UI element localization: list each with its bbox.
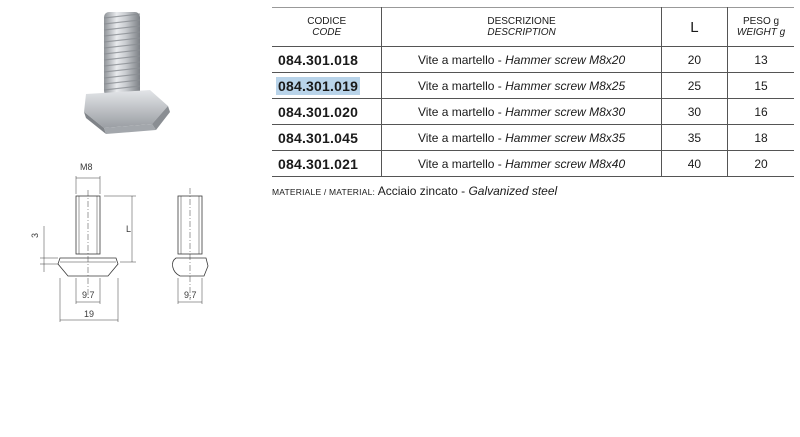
- header-description-sub: DESCRIPTION: [487, 27, 556, 38]
- row-description-en: Hammer screw M8x20: [505, 52, 626, 67]
- table-header-row: [272, 8, 794, 47]
- row-code-cell: [272, 73, 382, 99]
- side-view-drawing: [173, 188, 208, 304]
- row-description-it: Vite a martello -: [417, 156, 506, 171]
- table-row[interactable]: [272, 99, 794, 125]
- row-length: 35: [661, 125, 727, 151]
- row-code[interactable]: 084.301.018: [278, 51, 359, 68]
- row-description-it: Vite a martello -: [417, 78, 506, 93]
- row-description-en: Hammer screw M8x25: [505, 78, 626, 93]
- front-view-drawing: [40, 176, 136, 322]
- product-illustration-panel: [0, 0, 270, 432]
- row-code[interactable]: 084.301.021: [278, 155, 359, 172]
- row-code[interactable]: 084.301.020: [278, 103, 359, 120]
- row-length: 30: [661, 99, 727, 125]
- length-dim-label: L: [126, 224, 132, 234]
- row-code-cell: [272, 99, 382, 125]
- table-row-selected[interactable]: [272, 73, 794, 99]
- product-drawing: [0, 0, 270, 432]
- overall-width-dim-label: 19: [84, 309, 95, 319]
- row-length: 20: [661, 47, 727, 73]
- header-length: [661, 8, 727, 47]
- product-table-container: [272, 7, 794, 177]
- row-code-cell: [272, 125, 382, 151]
- row-weight: 15: [728, 73, 794, 99]
- table-row[interactable]: [272, 47, 794, 73]
- front-width-dim-label: 9.7: [82, 290, 95, 300]
- header-weight-main: PESO g: [742, 16, 780, 27]
- header-length-main: L: [690, 18, 699, 36]
- row-weight: 18: [728, 125, 794, 151]
- row-length: 25: [661, 73, 727, 99]
- row-description: [382, 151, 661, 177]
- row-code-highlighted[interactable]: 084.301.019: [278, 77, 359, 94]
- row-description-it: Vite a martello -: [417, 130, 506, 145]
- header-weight-sub: WEIGHT g: [736, 27, 786, 38]
- row-description: [382, 47, 661, 73]
- row-weight: 20: [728, 151, 794, 177]
- material-value-it: Acciaio zincato -: [377, 184, 469, 198]
- header-description-main: DESCRIZIONE: [487, 16, 556, 27]
- row-description: [382, 99, 661, 125]
- side-width-dim-label: 9.7: [184, 290, 197, 300]
- header-code-main: CODICE: [307, 16, 347, 27]
- row-code-cell: [272, 151, 382, 177]
- row-code[interactable]: 084.301.045: [278, 129, 359, 146]
- material-label: MATERIALE / MATERIAL:: [272, 187, 376, 197]
- material-value-en: Galvanized steel: [468, 184, 558, 198]
- row-weight: 13: [728, 47, 794, 73]
- header-code: [272, 8, 382, 47]
- row-description: [382, 73, 661, 99]
- row-description: [382, 125, 661, 151]
- row-weight: 16: [728, 99, 794, 125]
- table-row[interactable]: [272, 151, 794, 177]
- row-code-cell: [272, 47, 382, 73]
- thread-dim-label: M8: [80, 162, 93, 172]
- product-table: [272, 7, 794, 177]
- head-height-dim-label: 3: [30, 232, 40, 238]
- table-row[interactable]: [272, 125, 794, 151]
- header-description: [382, 8, 661, 47]
- header-code-sub: CODE: [312, 27, 342, 38]
- row-description-en: Hammer screw M8x30: [505, 104, 626, 119]
- material-note: [272, 184, 557, 198]
- row-description-en: Hammer screw M8x35: [505, 130, 626, 145]
- row-length: 40: [661, 151, 727, 177]
- header-weight: [728, 8, 794, 47]
- row-description-it: Vite a martello -: [417, 52, 506, 67]
- row-description-en: Hammer screw M8x40: [505, 156, 626, 171]
- screw-photo: [84, 12, 170, 134]
- row-description-it: Vite a martello -: [417, 104, 506, 119]
